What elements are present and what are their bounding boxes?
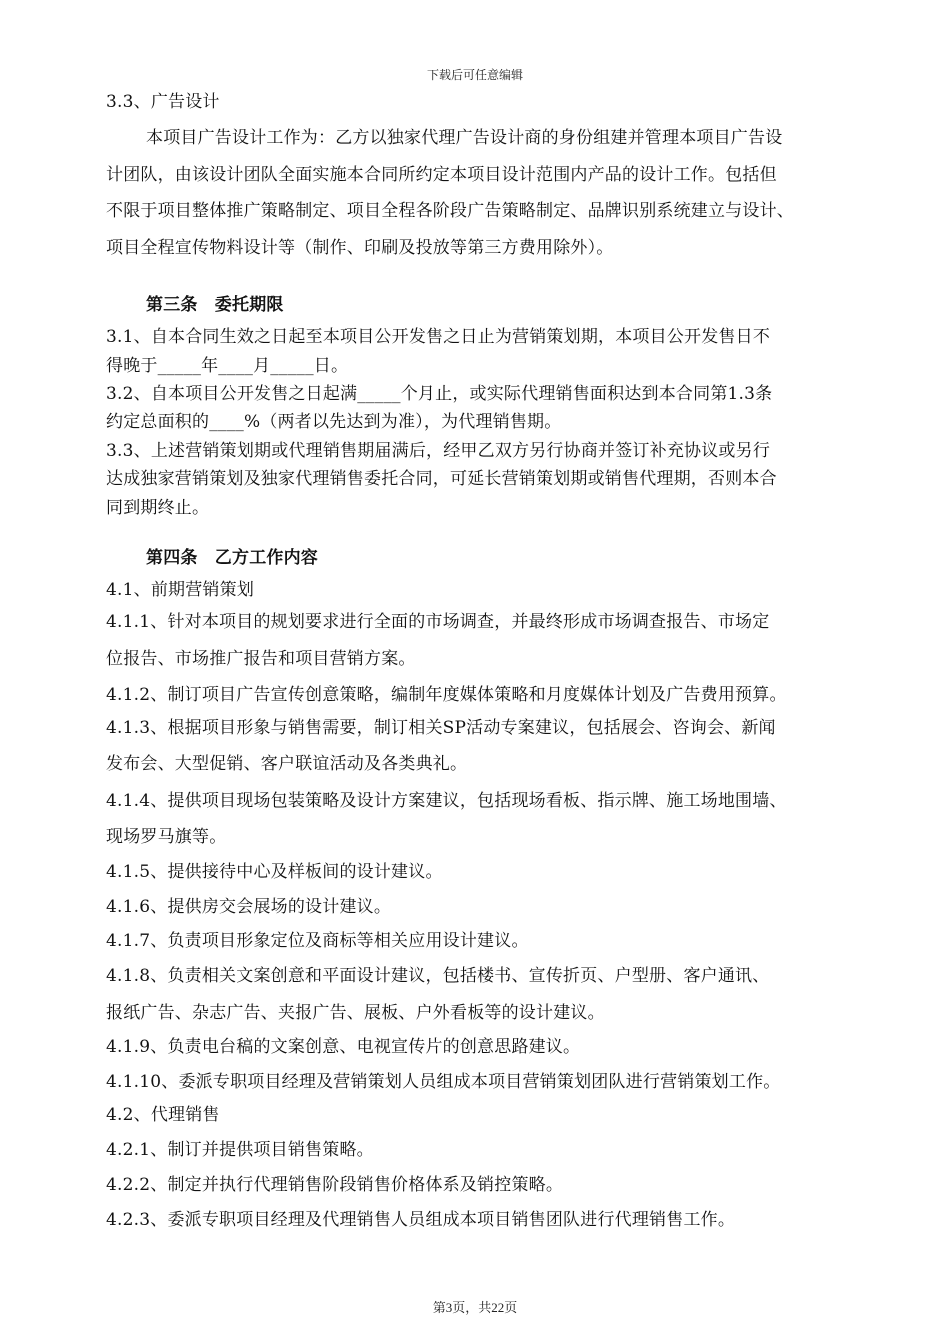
page-footer: 第3页，共22页 — [432, 1300, 518, 1315]
clause-line: 4.1.8、负责相关文案创意和平面设计建议，包括楼书、宣传折页、户型册、客户通讯、 — [106, 966, 770, 986]
clause-line: 同到期终止。 — [106, 498, 210, 518]
clause-line: 现场罗马旗等。 — [106, 827, 227, 847]
clause-line: 报纸广告、杂志广告、夹报广告、展板、户外看板等的设计建议。 — [106, 1003, 605, 1023]
clause-line: 4.1.1、针对本项目的规划要求进行全面的市场调查，并最终形成市场调查报告、市场定 — [106, 612, 770, 632]
clause-line: 4.2.2、制定并执行代理销售阶段销售价格体系及销控策略。 — [106, 1175, 564, 1195]
clause-line: 达成独家营销策划及独家代理销售委托合同，可延长营销策划期或销售代理期，否则本合 — [106, 469, 777, 489]
clause-line: 4.1.3、根据项目形象与销售需要，制订相关SP活动专案建议，包括展会、咨询会、新闻 — [106, 718, 776, 738]
article-3-heading: 第三条 委托期限 — [146, 295, 284, 315]
clause-line: 4.1.5、提供接待中心及样板间的设计建议。 — [106, 862, 443, 882]
clause-line: 4.1.10、委派专职项目经理及营销策划人员组成本项目营销策划团队进行营销策划工作。 — [106, 1072, 781, 1092]
paragraph-line: 计团队，由该设计团队全面实施本合同所约定本项目设计范围内产品的设计工作。包括但 — [106, 165, 777, 185]
paragraph-line: 本项目广告设计工作为：乙方以独家代理广告设计商的身份组建并管理本项目广告设 — [146, 128, 783, 148]
article-4-heading: 第四条 乙方工作内容 — [146, 548, 318, 568]
clause-line: 发布会、大型促销、客户联谊活动及各类典礼。 — [106, 754, 468, 774]
clause-line: 4.2、代理销售 — [106, 1105, 220, 1125]
clause-line: 4.1.4、提供项目现场包装策略及设计方案建议，包括现场看板、指示牌、施工场地围墙、 — [106, 791, 787, 811]
clause-line: 得晚于_____年____月_____日。 — [106, 356, 349, 376]
clause-line: 4.1、前期营销策划 — [106, 580, 255, 600]
section-3-3-title: 3.3、广告设计 — [106, 92, 220, 112]
clause-line: 4.2.1、制订并提供项目销售策略。 — [106, 1140, 374, 1160]
clause-line: 4.1.7、负责项目形象定位及商标等相关应用设计建议。 — [106, 931, 529, 951]
clause-line: 位报告、市场推广报告和项目营销方案。 — [106, 649, 416, 669]
clause-line: 约定总面积的____%（两者以先达到为准），为代理销售期。 — [106, 412, 562, 432]
paragraph-line: 不限于项目整体推广策略制定、项目全程各阶段广告策略制定、品牌识别系统建立与设计、 — [106, 201, 794, 221]
page-header: 下载后可任意编辑 — [426, 68, 523, 82]
clause-line: 4.1.6、提供房交会展场的设计建议。 — [106, 897, 392, 917]
clause-line: 4.1.2、制订项目广告宣传创意策略，编制年度媒体策略和月度媒体计划及广告费用预算。 — [106, 685, 787, 705]
paragraph-line: 项目全程宣传物料设计等（制作、印刷及投放等第三方费用除外）。 — [106, 238, 614, 258]
clause-line: 4.2.3、委派专职项目经理及代理销售人员组成本项目销售团队进行代理销售工作。 — [106, 1210, 736, 1230]
clause-line: 3.2、自本项目公开发售之日起满_____个月止，或实际代理销售面积达到本合同第1.3条 — [106, 384, 773, 404]
clause-line: 3.1、自本合同生效之日起至本项目公开发售之日止为营销策划期，本项目公开发售日不 — [106, 327, 771, 347]
clause-line: 3.3、上述营销策划期或代理销售期届满后，经甲乙双方另行协商并签订补充协议或另行 — [106, 441, 771, 461]
clause-line: 4.1.9、负责电台稿的文案创意、电视宣传片的创意思路建议。 — [106, 1037, 581, 1057]
